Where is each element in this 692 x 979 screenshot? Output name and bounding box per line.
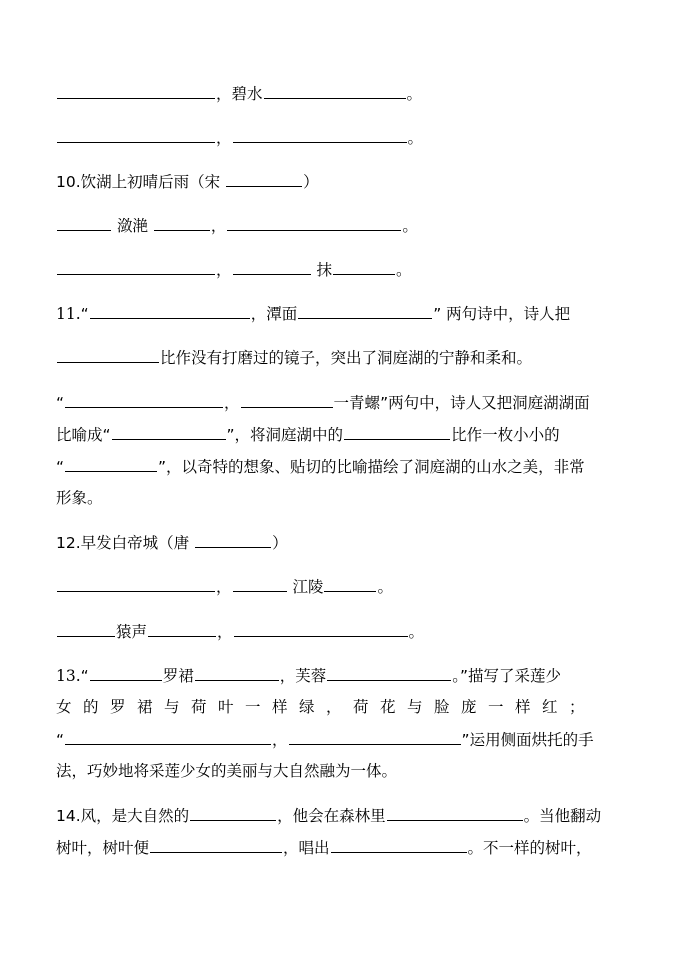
punct: ， [272, 731, 288, 749]
question-text: ，他会在森林里 [277, 807, 386, 825]
question-12-title [56, 531, 620, 554]
answer-blank[interactable] [57, 575, 215, 592]
answer-blank[interactable] [65, 391, 223, 408]
question-text: 比作一枚小小的 [451, 426, 560, 444]
question-text: ”，将洞庭湖中的 [226, 426, 344, 444]
punct: “ [56, 458, 65, 476]
question-11-line-4 [56, 423, 620, 446]
punct: ） [272, 534, 288, 552]
question-text: 。”描写了采莲少 [452, 667, 561, 685]
question-title: 10.饮湖上初晴后雨（宋 [56, 173, 221, 191]
answer-blank[interactable] [154, 214, 210, 231]
punct: “ [56, 394, 65, 412]
answer-blank[interactable] [57, 620, 115, 637]
answer-blank[interactable] [344, 423, 450, 440]
poem-word: 猿声 [116, 623, 148, 641]
question-text: 比作没有打磨过的镜子，突出了洞庭湖的宁静和柔和。 [160, 349, 533, 367]
answer-blank[interactable] [190, 804, 276, 821]
answer-blank[interactable] [234, 620, 408, 637]
poem-word: 江陵 [292, 578, 324, 596]
question-number: 11. [56, 305, 81, 323]
poem-line-2 [56, 126, 620, 149]
answer-blank[interactable] [298, 302, 432, 319]
punct: “ [80, 305, 89, 323]
question-11-line-6 [56, 487, 620, 509]
punct: 。 [407, 129, 424, 147]
answer-blank[interactable] [233, 126, 407, 143]
poem-word: 碧水 [231, 85, 263, 103]
poem-line-1 [56, 82, 620, 105]
question-text: ”两句中，诗人又把洞庭湖湖面 [380, 394, 590, 412]
answer-blank[interactable] [148, 620, 216, 637]
question-text: 树叶，树叶便 [56, 839, 150, 857]
question-text: 。当他翻动 [523, 807, 602, 825]
question-13-line-2 [56, 696, 620, 718]
question-text: ，芙蓉 [279, 667, 327, 685]
question-11-line-1 [56, 302, 620, 325]
punct: ， [216, 261, 232, 279]
poem-line-3 [56, 214, 620, 237]
punct: “ [80, 667, 89, 685]
punct: ， [216, 578, 232, 596]
poem-word: 抹 [316, 261, 332, 279]
question-14-line-2 [56, 836, 620, 859]
poem-line-5 [56, 575, 620, 598]
punct: 。 [402, 217, 418, 235]
question-text: ”运用侧面烘托的手 [461, 731, 594, 749]
question-14-line-1 [56, 804, 620, 827]
answer-blank[interactable] [387, 804, 523, 821]
answer-blank[interactable] [241, 391, 333, 408]
answer-blank[interactable] [289, 728, 461, 745]
answer-blank[interactable] [233, 575, 287, 592]
question-text: 。不一样的树叶， [467, 839, 592, 857]
answer-blank[interactable] [65, 455, 157, 472]
question-11-line-2 [56, 346, 620, 369]
punct: 。 [408, 623, 425, 641]
answer-blank[interactable] [65, 728, 271, 745]
punct: ， [210, 217, 227, 235]
question-text: ，潭面 [250, 305, 298, 323]
question-13-line-3 [56, 728, 620, 751]
question-10-title [56, 170, 620, 193]
poem-word: 一青螺 [333, 394, 381, 412]
answer-blank[interactable] [90, 302, 250, 319]
answer-blank[interactable] [264, 82, 406, 99]
answer-blank[interactable] [57, 346, 159, 363]
question-text: 法，巧妙地将采莲少女的美丽与大自然融为一体。 [56, 762, 398, 780]
question-text: ” 两句诗中，诗人把 [433, 305, 571, 323]
punct: ） [303, 173, 319, 191]
answer-blank[interactable] [227, 214, 401, 231]
question-11-line-3 [56, 391, 620, 414]
punct: 。 [395, 261, 412, 279]
punct: ， [216, 129, 232, 147]
question-number: 13. [56, 667, 81, 685]
answer-blank[interactable] [150, 836, 282, 853]
punct: 。 [377, 578, 393, 596]
poem-line-6 [56, 620, 620, 643]
author-blank[interactable] [226, 170, 302, 187]
punct: “ [56, 731, 65, 749]
answer-blank[interactable] [112, 423, 226, 440]
answer-blank[interactable] [57, 214, 111, 231]
answer-blank[interactable] [331, 836, 467, 853]
poem-word: 罗裙 [162, 667, 194, 685]
question-text: ，唱出 [283, 839, 330, 857]
question-13-line-4 [56, 760, 620, 782]
question-11-line-5 [56, 455, 620, 478]
answer-blank[interactable] [195, 664, 279, 681]
answer-blank[interactable] [233, 258, 311, 275]
punct: ， [217, 623, 233, 641]
question-text: 女的罗裙与荷叶一样绿，荷花与脸庞一样红； [56, 698, 597, 716]
poem-line-4 [56, 258, 620, 281]
question-text: 形象。 [56, 489, 103, 507]
question-title: 12.早发白帝城（唐 [56, 534, 190, 552]
answer-blank[interactable] [57, 82, 215, 99]
question-text: 比喻成“ [56, 426, 111, 444]
answer-blank[interactable] [333, 258, 395, 275]
answer-blank[interactable] [90, 664, 162, 681]
answer-blank[interactable] [327, 664, 451, 681]
question-text: ”，以奇特的想象、贴切的比喻描绘了洞庭湖的山水之美，非常 [158, 458, 585, 476]
punct: ， [216, 85, 232, 103]
question-13-line-1 [56, 664, 620, 687]
punct: ， [224, 394, 240, 412]
question-text: 14.风，是大自然的 [56, 807, 190, 825]
author-blank[interactable] [195, 531, 271, 548]
answer-blank[interactable] [324, 575, 376, 592]
answer-blank[interactable] [57, 126, 215, 143]
answer-blank[interactable] [57, 258, 215, 275]
poem-word: 潋滟 [116, 217, 148, 235]
punct: 。 [406, 85, 423, 103]
